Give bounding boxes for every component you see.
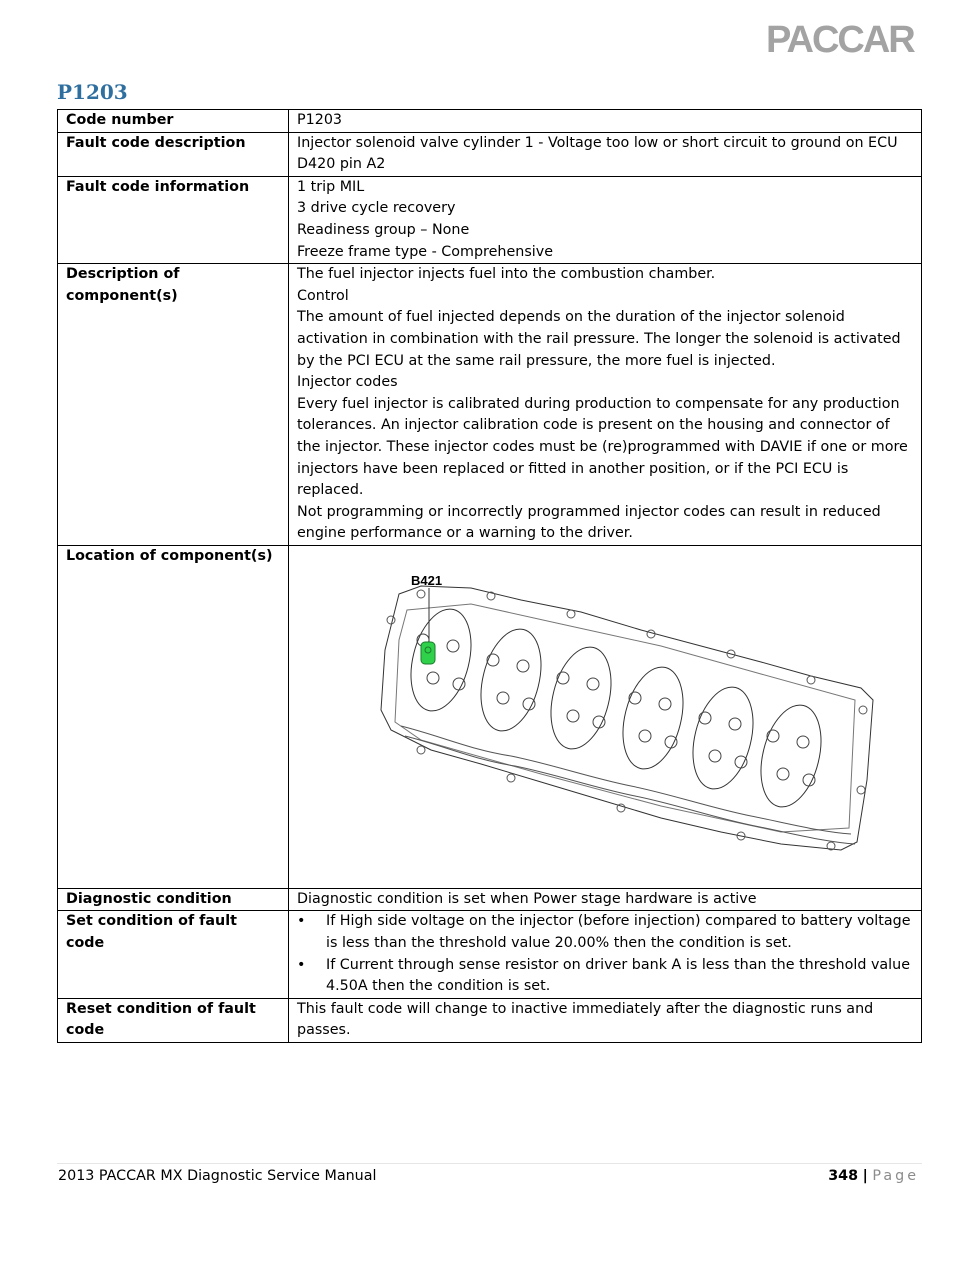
info-line: 1 trip MIL bbox=[297, 178, 365, 195]
footer-page-indicator bbox=[828, 1168, 919, 1184]
table-row bbox=[58, 545, 922, 888]
description-paragraph: The fuel injector injects fuel into the combustion chamber. bbox=[297, 266, 716, 283]
row-label: Code number bbox=[58, 110, 289, 133]
list-item: • If Current through sense resistor on driver bank A is less than the threshold value 4.50A then the condition is set. bbox=[297, 955, 913, 998]
code-number-value: P1203 bbox=[289, 110, 922, 133]
cylinder-head-drawing bbox=[361, 550, 901, 878]
paccar-logo bbox=[766, 18, 924, 58]
row-label: Fault code information bbox=[58, 176, 289, 263]
list-item: • If High side voltage on the injector (before injection) compared to battery voltage is less than the threshold value 20.00% then the condition is set. bbox=[297, 911, 913, 954]
row-label: Fault code description bbox=[58, 132, 289, 176]
page-number: 348 bbox=[828, 1168, 859, 1184]
page-word: Page bbox=[872, 1168, 919, 1184]
table-row bbox=[58, 888, 922, 911]
logo-text: PACCAR bbox=[766, 19, 914, 58]
description-paragraph: Every fuel injector is calibrated during production to compensate for any production tolerances. An injector calibration code is present on the housing and connector of the injector. These injector codes must be (re)programmed with DAVIE if one or more injectors have been replaced or fitted in another position, or if the PCI ECU is replaced. bbox=[297, 395, 908, 499]
component-description-value bbox=[289, 264, 922, 546]
fault-code-table bbox=[57, 109, 922, 1043]
info-line: 3 drive cycle recovery bbox=[297, 200, 456, 217]
table-row bbox=[58, 132, 922, 176]
table-row bbox=[58, 176, 922, 263]
table-row bbox=[58, 911, 922, 998]
footer-divider bbox=[57, 1163, 922, 1164]
fault-information-value bbox=[289, 176, 922, 263]
set-condition-value bbox=[289, 911, 922, 998]
set-condition-list bbox=[297, 911, 913, 997]
row-label: Location of component(s) bbox=[58, 545, 289, 888]
table-row bbox=[58, 998, 922, 1042]
row-label: Reset condition of fault code bbox=[58, 998, 289, 1042]
row-label: Description of component(s) bbox=[58, 264, 289, 546]
diagnostic-condition-value: Diagnostic condition is set when Power stage hardware is active bbox=[289, 888, 922, 911]
table-row bbox=[58, 110, 922, 133]
description-paragraph: The amount of fuel injected depends on the duration of the injector solenoid activation in combination with the rail pressure. The longer the solenoid is activated by the PCI ECU at the same rail pressure, the more fuel is injected. bbox=[297, 309, 901, 369]
description-paragraph: Not programming or incorrectly programmed injector codes can result in reduced engine performance or a warning to the driver. bbox=[297, 503, 881, 542]
info-line: Readiness group – None bbox=[297, 221, 470, 238]
cylinder-head-figure bbox=[361, 550, 901, 878]
component-location-value bbox=[289, 545, 922, 888]
info-line: Freeze frame type - Comprehensive bbox=[297, 243, 553, 260]
row-label: Set condition of fault code bbox=[58, 911, 289, 998]
component-callout-label: B421 bbox=[411, 572, 443, 588]
description-heading: Injector codes bbox=[297, 374, 398, 391]
page-separator: | bbox=[862, 1168, 868, 1184]
reset-condition-value: This fault code will change to inactive immediately after the diagnostic runs and passes. bbox=[289, 998, 922, 1042]
description-heading: Control bbox=[297, 287, 349, 304]
page-title: P1203 bbox=[57, 80, 128, 104]
table-row bbox=[58, 264, 922, 546]
row-label: Diagnostic condition bbox=[58, 888, 289, 911]
fault-description-value: Injector solenoid valve cylinder 1 - Voltage too low or short circuit to ground on ECU D420 pin A2 bbox=[289, 132, 922, 176]
highlighted-injector bbox=[421, 642, 435, 664]
footer-manual-title: 2013 PACCAR MX Diagnostic Service Manual bbox=[58, 1168, 377, 1184]
